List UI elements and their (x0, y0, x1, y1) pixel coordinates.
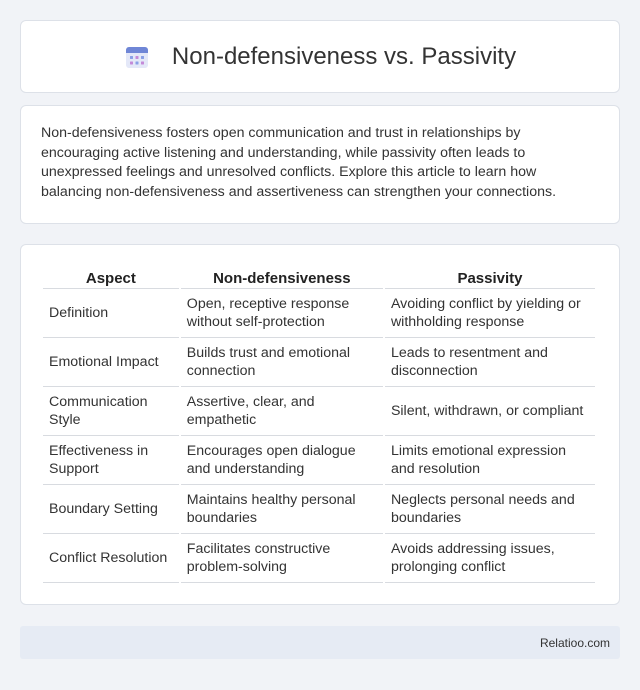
footer-bar (20, 626, 620, 659)
column-header-aspect: Aspect (43, 265, 179, 289)
intro-card (20, 105, 620, 224)
passivity-cell: Avoiding conflict by yielding or withholding response (385, 289, 595, 338)
aspect-cell: Boundary Setting (43, 485, 179, 534)
title-card (20, 20, 620, 93)
non-defensiveness-cell: Encourages open dialogue and understanding (181, 436, 383, 485)
page-title: Non-defensiveness vs. Passivity (171, 42, 517, 70)
column-header-non-defensiveness: Non-defensiveness (181, 265, 383, 289)
aspect-cell: Effectiveness in Support (43, 436, 179, 485)
passivity-cell: Silent, withdrawn, or compliant (385, 387, 595, 436)
title-row (124, 43, 516, 71)
comparison-card (20, 244, 620, 605)
table-header-row (43, 265, 595, 289)
passivity-cell: Leads to resentment and disconnection (385, 338, 595, 387)
passivity-cell: Neglects personal needs and boundaries (385, 485, 595, 534)
table-row (43, 485, 595, 534)
non-defensiveness-cell: Facilitates constructive problem-solving (181, 534, 383, 583)
table-row (43, 338, 595, 387)
aspect-cell: Communication Style (43, 387, 179, 436)
non-defensiveness-cell: Maintains healthy personal boundaries (181, 485, 383, 534)
passivity-cell: Limits emotional expression and resolution (385, 436, 595, 485)
comparison-table (41, 265, 597, 583)
non-defensiveness-cell: Open, receptive response without self-protection (181, 289, 383, 338)
calendar-grid-icon (124, 44, 150, 70)
table-row (43, 387, 595, 436)
aspect-cell: Definition (43, 289, 179, 338)
non-defensiveness-cell: Assertive, clear, and empathetic (181, 387, 383, 436)
passivity-cell: Avoids addressing issues, prolonging conflict (385, 534, 595, 583)
table-row (43, 534, 595, 583)
non-defensiveness-cell: Builds trust and emotional connection (181, 338, 383, 387)
intro-paragraph: Non-defensiveness fosters open communication and trust in relationships by encouraging active listening and understanding, while passivity often leads to unexpressed feelings and unresolved conflicts. Explore this article to learn how balancing non-defensiveness and assertiveness can strengthen your connections. (41, 125, 557, 200)
table-row (43, 436, 595, 485)
aspect-cell: Emotional Impact (43, 338, 179, 387)
aspect-cell: Conflict Resolution (43, 534, 179, 583)
table-row (43, 289, 595, 338)
column-header-passivity: Passivity (385, 265, 595, 289)
footer-site-name: Relatioo.com (539, 635, 610, 650)
